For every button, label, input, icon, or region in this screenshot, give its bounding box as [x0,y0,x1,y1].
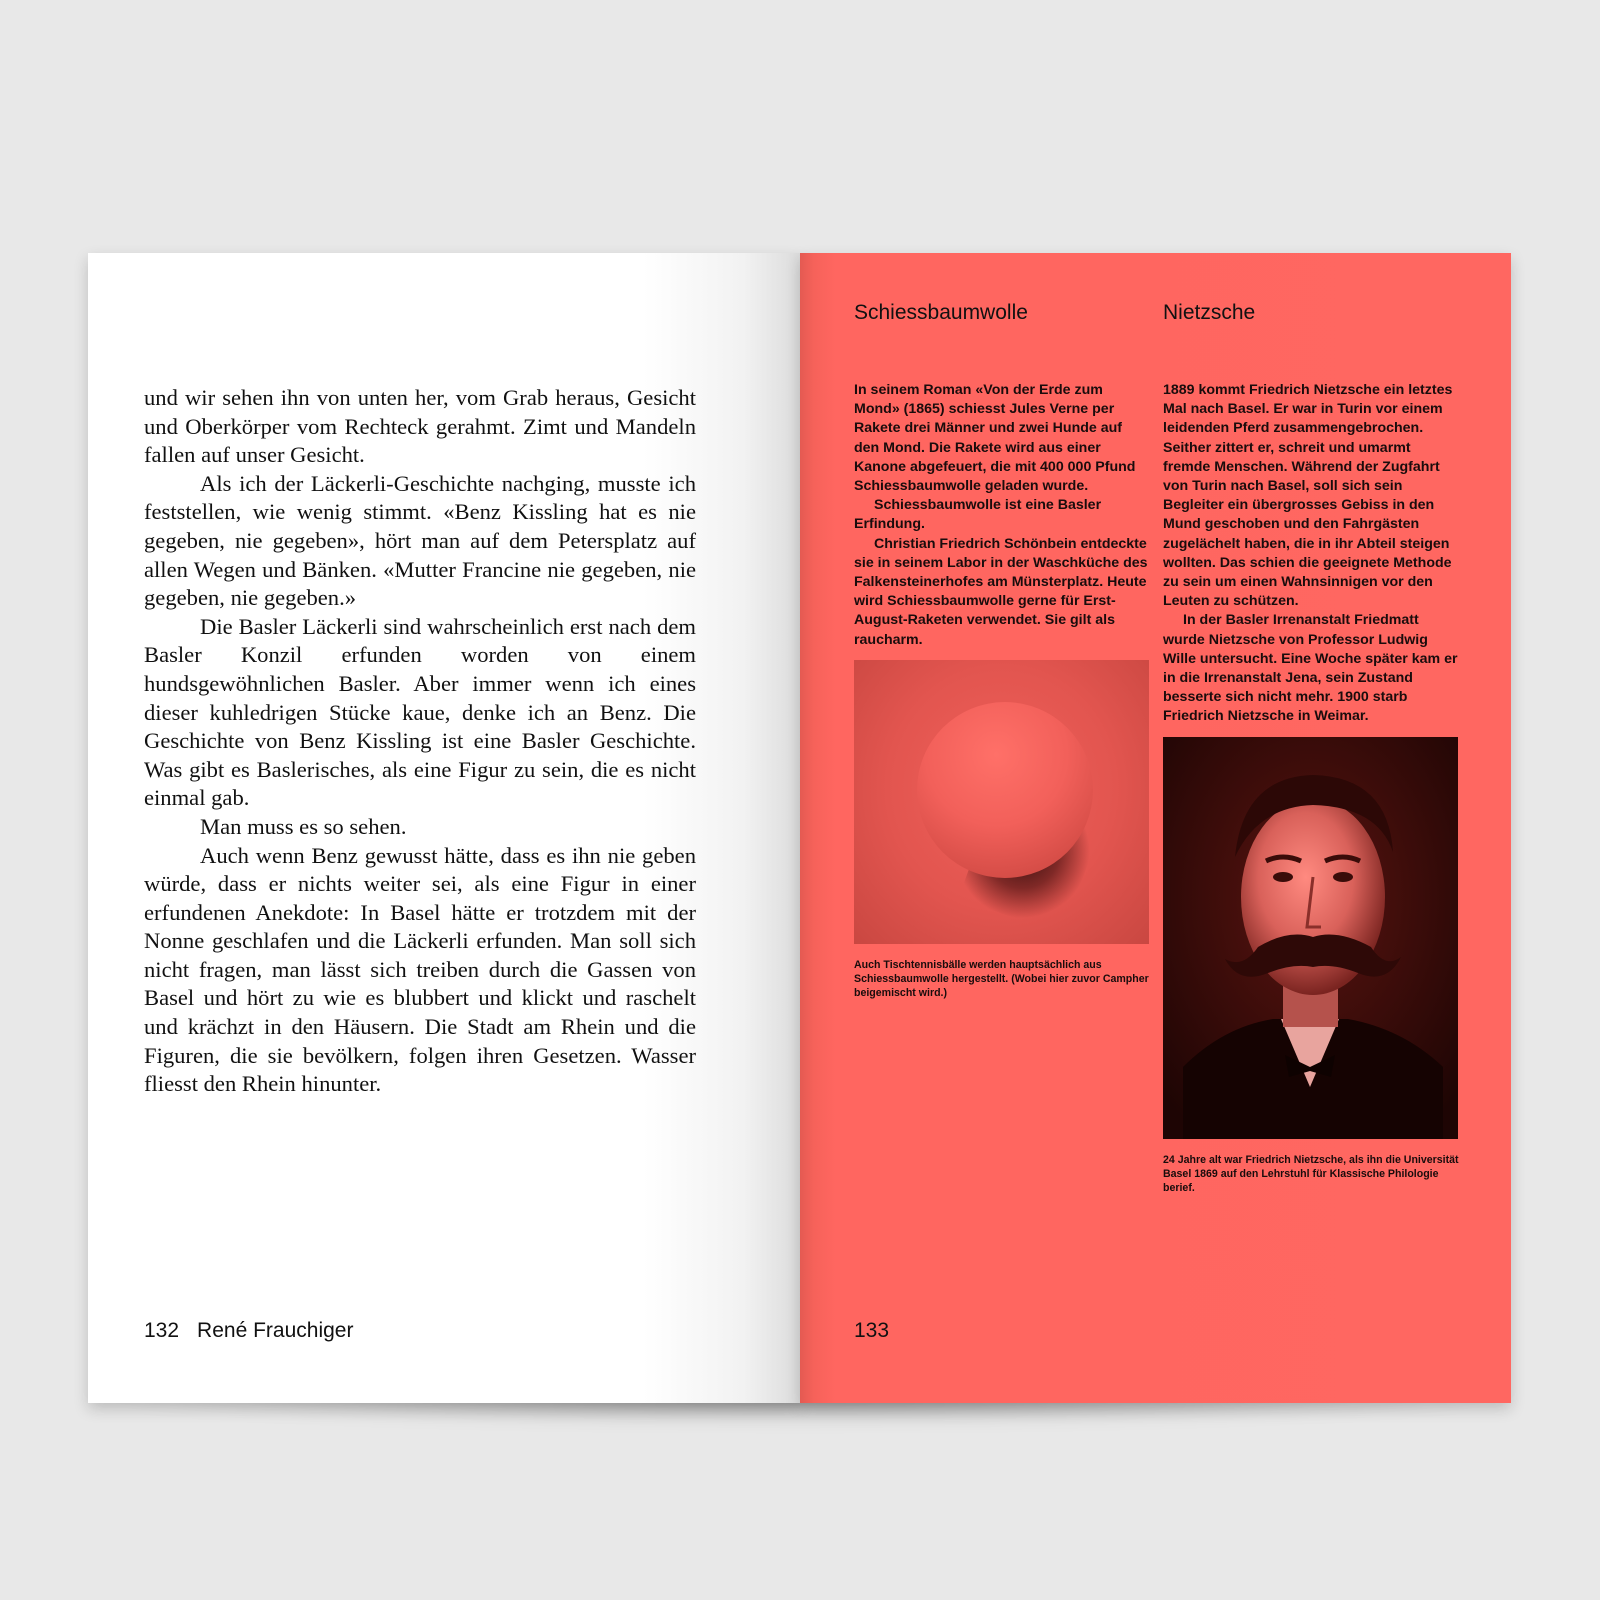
photo-caption: 24 Jahre alt war Friedrich Nietzsche, als ihn die Universität Basel 1869 auf den Lehrstuhl für Klassische Philologie berief. [1163,1153,1459,1194]
paragraph: Man muss es so sehen. [200,813,407,839]
running-author: René Frauchiger [197,1319,354,1342]
ping-pong-ball-photo [854,660,1149,944]
column-schiessbaumwolle [854,301,1150,1000]
left-folio [144,1319,353,1343]
paragraph: In der Basler Irrenanstalt Friedmatt wurde Nietzsche von Professor Ludwig Wille untersucht. Eine Woche später kam er in die Irrenanstalt Jena, sein Zustand besserte sich nicht mehr. 1900 starb Friedrich Nietzsche in Weimar. [1163,612,1458,725]
page-number: 132 [144,1319,180,1342]
paragraph: Schiessbaumwolle ist eine Basler Erfindung. [854,497,1102,533]
column-text [1163,381,1459,727]
column-nietzsche [1163,301,1459,1195]
paragraph: und wir sehen ihn von unten her, vom Grab heraus, Gesicht und Oberkörper vom Rechteck gerahmt. Zimt und Mandeln fallen auf unser Gesicht. [144,385,696,468]
paragraph: In seinem Roman «Von der Erde zum Mond» (1865) schiesst Jules Verne per Rakete drei Männer und zwei Hunde auf den Mond. Die Rakete wird aus einer Kanone abgefeuert, die mit 400 000 Pfund Schiessbaumwolle geladen wurde. [854,382,1136,495]
paragraph: 1889 kommt Friedrich Nietzsche ein letztes Mal nach Basel. Er war in Turin vor einem leidenden Pferd zusammengebrochen. Seither zittert er, schreit und umarmt fremde Menschen. Während der Zugfahrt von Turin nach Basel, soll sich sein Begleiter ein übergrosses Gebiss in den Mund geschoben und den Fahrgästen zugelächelt haben, die in ihr Abteil steigen wollten. Das schien die geeignete Methode zu sein um einen Wahnsinnigen vor den Leuten zu schützen. [1163,382,1453,610]
paragraph: Als ich der Läckerli-Geschichte nachging, musste ich feststellen, wie wenig stimmt. «Benz Kissling hat es nie gegeben, nie gegeben», hört man auf dem Petersplatz auf allen Wegen und Bänken. «Mutter Francine nie gegeben, nie gegeben, nie gegeben.» [144,470,696,611]
portrait-illustration [1163,737,1458,1139]
right-page-number: 133 [854,1319,890,1342]
right-page [800,253,1511,1403]
left-page [88,253,800,1403]
paragraph: Die Basler Läckerli sind wahrscheinlich erst nach dem Basler Konzil erfunden worden von einem hundsgewöhnlichen Basler. Aber immer wenn ich eines dieser kuhledrigen Stücke kaue, denke ich an Benz. Die Geschichte von Benz Kissling ist eine Basler Geschichte. Was gibt es Baslerisches, als eine Figur zu sein, die es nicht einmal gab. [144,613,696,811]
left-body-text [144,384,696,1099]
column-heading: Schiessbaumwolle [854,301,1028,324]
paragraph: Auch wenn Benz gewusst hätte, dass es ihn nie geben würde, dass er nichts weiter sei, als eine Figur in einer erfundenen Anekdote: In Basel hätte er trotzdem mit der Nonne geschlafen und die Läckerli erfunden. Man soll sich nicht fragen, man lässt sich treiben durch die Gassen von Basel und hört zu wie es blubbert und klickt und raschelt und krächzt in den Häusern. Die Stadt am Rhein und die Figuren, die sie bevölkern, folgen ihren Gesetzen. Wasser fliesst den Rhein hinunter. [144,842,696,1097]
photo-caption: Auch Tischtennisbälle werden hauptsächlich aus Schiessbaumwolle hergestellt. (Wobei hier zuvor Campher beigemischt wird.) [854,958,1149,999]
paragraph: Christian Friedrich Schönbein entdeckte sie in seinem Labor in der Waschküche des Falkensteinerhofes am Münsterplatz. Heute wird Schiessbaumwolle gerne für Erst-August-Raketen verwendet. Sie gilt als raucharm. [854,535,1148,648]
ball [917,702,1093,878]
column-heading: Nietzsche [1163,301,1256,324]
nietzsche-portrait-photo [1163,737,1458,1139]
column-text [854,381,1150,650]
